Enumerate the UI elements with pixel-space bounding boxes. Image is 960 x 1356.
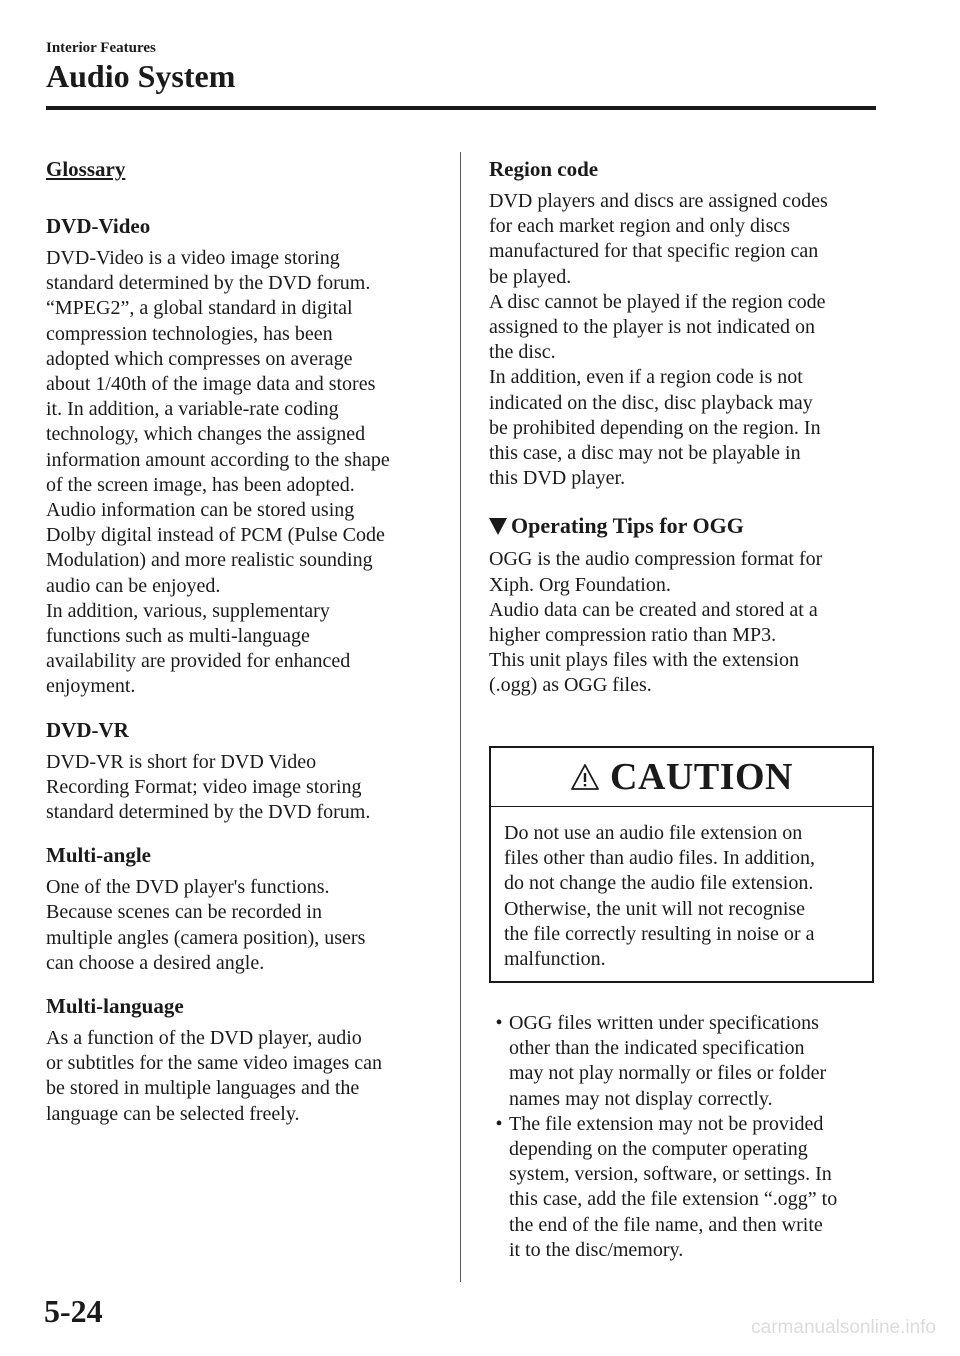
multi-angle-body [46,875,436,976]
body-line: this case, a disc may not be playable in [489,442,801,465]
body-line: language can be selected freely. [46,1102,300,1125]
multi-language-body [46,1026,436,1127]
body-line: do not change the audio file extension. [504,872,814,895]
body-line: audio can be enjoyed. [46,574,221,597]
bullet-dot: • [495,1112,503,1135]
ogg-tips-heading-text: Operating Tips for OGG [511,513,744,539]
body-line: functions such as multi-language [46,625,310,648]
bullet-text [509,1011,826,1112]
body-line: enjoyment. [46,675,136,698]
body-line: OGG files written under specifications [509,1012,819,1034]
multi-language-heading: Multi-language [46,994,184,1019]
ogg-tips-body [489,547,881,698]
body-line: of the screen image, has been adopted. [46,473,355,496]
bullet-list [489,1011,881,1263]
body-line: availability are provided for enhanced [46,650,351,673]
body-line: In addition, even if a region code is not [489,366,803,389]
page-header [46,38,235,96]
body-line: standard determined by the DVD forum. [46,272,371,295]
body-line: this DVD player. [489,467,626,490]
page-number: 5-24 [44,1293,103,1329]
body-line: depending on the computer operating [509,1138,808,1161]
body-line: (.ogg) as OGG files. [489,674,652,697]
body-line: it to the disc/memory. [509,1238,684,1261]
body-line: As a function of the DVD player, audio [46,1027,362,1050]
body-line: standard determined by the DVD forum. [46,801,371,824]
body-line: be played. [489,265,572,288]
dvd-vr-heading: DVD-VR [46,717,129,742]
body-line: the disc. [489,341,556,364]
body-line: This unit plays files with the extension [489,649,799,672]
dvd-video-body [46,246,436,700]
bullet-text [509,1112,837,1263]
body-line: compression technologies, has been [46,322,333,345]
body-line: this case, add the file extension “.ogg” to [509,1188,838,1211]
body-line: A disc cannot be played if the region code [489,290,826,313]
body-line: technology, which changes the assigned [46,423,366,446]
body-line: indicated on the disc, disc playback may [489,391,813,414]
right-column [489,155,881,699]
body-line: it. In addition, a variable-rate coding [46,398,339,421]
body-line: the file correctly resulting in noise or a [504,922,815,945]
body-line: be prohibited depending on the region. In [489,416,821,439]
left-column [46,155,436,1127]
body-line: One of the DVD player's functions. [46,876,330,899]
body-line: DVD players and discs are assigned codes [489,190,828,212]
body-line: files other than audio files. In addition, [504,847,816,870]
body-line: names may not display correctly. [509,1087,773,1110]
caution-body [491,807,872,972]
region-code-body [489,189,881,491]
body-line: about 1/40th of the image data and stores [46,373,376,396]
body-line: Modulation) and more realistic sounding [46,549,373,572]
glossary-heading: Glossary [46,157,126,181]
triangle-down-icon [489,518,507,535]
column-divider [460,152,461,1282]
body-line: Recording Format; video image storing [46,775,362,798]
body-line: other than the indicated specification [509,1037,805,1060]
caution-title: CAUTION [610,756,793,798]
body-line: Audio data can be created and stored at a [489,598,818,621]
body-line: multiple angles (camera position), users [46,926,366,949]
body-line: Xiph. Org Foundation. [489,573,671,596]
body-line: Otherwise, the unit will not recognise [504,897,806,920]
body-line: assigned to the player is not indicated on [489,316,816,339]
bullet-dot: • [495,1012,503,1034]
watermark: carmanualsonline.info [751,1317,936,1338]
body-line: The file extension may not be provided [509,1112,824,1135]
body-line: “MPEG2”, a global standard in digital [46,297,353,320]
body-line: Do not use an audio file extension on [504,822,803,844]
body-line: can choose a desired angle. [46,951,265,974]
body-line: DVD-VR is short for DVD Video [46,750,317,773]
body-line: manufactured for that specific region can [489,240,819,263]
body-line: In addition, various, supplementary [46,599,330,622]
body-line: adopted which compresses on average [46,347,353,370]
body-line: the end of the file name, and then write [509,1213,823,1236]
body-line: DVD-Video is a video image storing [46,247,340,269]
body-line: Dolby digital instead of PCM (Pulse Code [46,524,385,547]
dvd-video-heading: DVD-Video [46,214,151,238]
caution-header [491,748,872,807]
body-line: information amount according to the shape [46,448,390,471]
page-title: Audio System [46,58,236,94]
list-item [489,1112,881,1263]
multi-angle-heading: Multi-angle [46,843,151,868]
header-rule [46,106,876,110]
dvd-vr-body [46,750,436,826]
body-line: OGG is the audio compression format for [489,548,823,571]
body-line: for each market region and only discs [489,215,791,238]
body-line: or subtitles for the same video images can [46,1052,383,1075]
region-code-heading: Region code [489,157,599,181]
section-label: Interior Features [46,40,156,56]
body-line: may not play normally or files or folder [509,1062,827,1085]
body-line: Because scenes can be recorded in [46,901,322,924]
body-line: higher compression ratio than MP3. [489,624,777,647]
body-line: system, version, software, or settings. In [509,1163,832,1186]
list-item [489,1011,881,1112]
body-line: Audio information can be stored using [46,499,355,522]
body-line: be stored in multiple languages and the [46,1077,360,1100]
caution-box [489,746,874,983]
body-line: malfunction. [504,948,606,971]
warning-triangle-icon [570,763,600,791]
ogg-tips-heading [489,511,881,541]
